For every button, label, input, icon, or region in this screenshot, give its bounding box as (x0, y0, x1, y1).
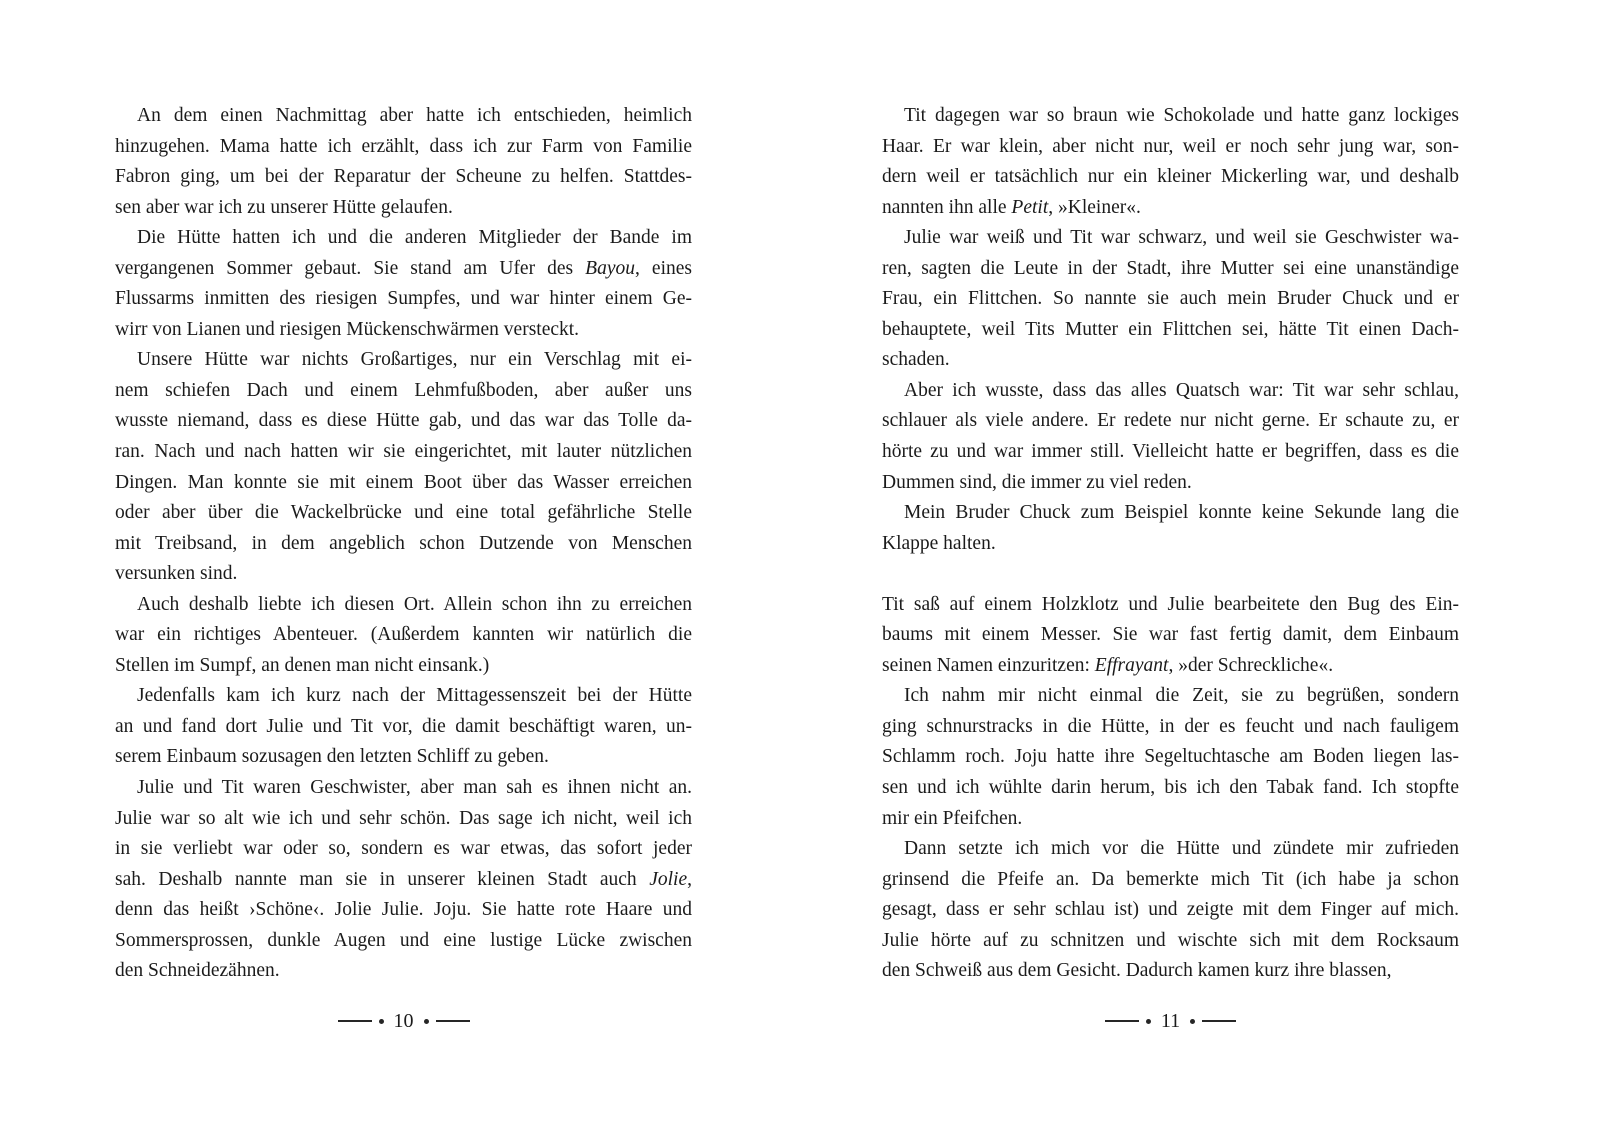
text-line: Dummen sind, die immer zu viel reden. (882, 471, 1192, 493)
text-line: Mein Bruder Chuck zum Beispiel konnte keine Sekunde lang die (904, 502, 1459, 524)
text-line: oder aber über die Wackelbrücke und eine total gefährliche Stelle (115, 502, 692, 524)
text-line: ran. Nach und nach hatten wir sie eingerichtet, mit lauter nützlichen (115, 441, 692, 463)
text-line: Sommersprossen, dunkle Augen und eine lustige Lücke zwischen (115, 929, 692, 951)
paragraph (115, 773, 692, 987)
text-line: vergangenen Sommer gebaut. Sie stand am Ufer des Bayou, eines (115, 257, 692, 279)
page-left (115, 101, 692, 1061)
text-line: nem schiefen Dach und einem Lehmfußboden, aber außer uns (115, 379, 692, 401)
paragraph (882, 101, 1459, 223)
text-line: Julie und Tit waren Geschwister, aber man sah es ihnen nicht an. (137, 777, 692, 799)
footer-dot-right (424, 1019, 429, 1024)
text-line: Julie war weiß und Tit war schwarz, und weil sie Geschwister wa- (904, 227, 1459, 249)
text-line: dern weil er tatsächlich nur ein kleiner Mickerling war, und deshalb (882, 166, 1459, 188)
footer-rule-right (436, 1020, 470, 1022)
footer-dot-right (1190, 1019, 1195, 1024)
paragraph (882, 498, 1459, 559)
text-line: mit Treibsand, in dem angeblich schon Dutzende von Menschen (115, 532, 692, 554)
text-line: Auch deshalb liebte ich diesen Ort. Allein schon ihn zu erreichen (137, 593, 692, 615)
paragraph (115, 345, 692, 589)
text-line: Schlamm roch. Joju hatte ihre Segeltuchtasche am Boden liegen las- (882, 746, 1459, 768)
text-line: Ich nahm mir nicht einmal die Zeit, sie zu begrüßen, sondern (904, 685, 1459, 707)
paragraph (115, 101, 692, 223)
page-number: 10 (393, 1010, 414, 1032)
text-line: baums mit einem Messer. Sie war fast fertig damit, dem Einbaum (882, 624, 1459, 646)
footer-rule-right (1202, 1020, 1236, 1022)
page-right-footer (882, 1008, 1459, 1034)
text-line: An dem einen Nachmittag aber hatte ich entschieden, heimlich (137, 105, 692, 126)
footer-dot-left (379, 1019, 384, 1024)
text-line: Dingen. Man konnte sie mit einem Boot über das Wasser erreichen (115, 471, 692, 493)
text-line: Jedenfalls kam ich kurz nach der Mittagessenszeit bei der Hütte (137, 685, 692, 707)
paragraph (882, 590, 1459, 682)
page-right (882, 101, 1459, 1061)
section-break (882, 559, 1459, 590)
text-line: versunken sind. (115, 563, 238, 585)
text-line: schaden. (882, 349, 950, 371)
text-line: schlauer als viele andere. Er redete nur nicht gerne. Er schaute zu, er (882, 410, 1459, 432)
text-line: seinen Namen einzuritzen: Effrayant, »der Schreckliche«. (882, 654, 1334, 676)
page-left-text (115, 101, 692, 987)
text-line: den Schneidezähnen. (115, 960, 280, 982)
text-line: Unsere Hütte war nichts Großartiges, nur ein Verschlag mit ei- (137, 349, 692, 371)
text-line: Frau, ein Flittchen. So nannte sie auch mein Bruder Chuck und er (882, 288, 1459, 310)
text-line: ren, sagten die Leute in der Stadt, ihre Mutter sei eine unanständige (882, 257, 1459, 279)
text-line: in sie verliebt war oder so, sondern es war etwas, das sofort jeder (115, 838, 692, 860)
text-line: sen aber war ich zu unserer Hütte gelaufen. (115, 196, 453, 218)
footer-dot-left (1146, 1019, 1151, 1024)
text-line: Tit saß auf einem Holzklotz und Julie bearbeitete den Bug des Ein- (882, 593, 1459, 615)
paragraph (115, 681, 692, 773)
footer-rule-left (1105, 1020, 1139, 1022)
text-line: behauptete, weil Tits Mutter ein Flittchen sei, hätte Tit einen Dach- (882, 318, 1459, 340)
text-line: hörte zu und war immer still. Vielleicht hatte er begriffen, dass es die (882, 441, 1459, 463)
paragraph (882, 834, 1459, 987)
text-line: Dann setzte ich mich vor die Hütte und zündete mir zufrieden (904, 838, 1459, 860)
paragraph (882, 376, 1459, 498)
text-line: denn das heißt ›Schöne‹. Jolie Julie. Joju. Sie hatte rote Haare und (115, 899, 692, 921)
text-line: ging schnurstracks in die Hütte, in der es feucht und nach fauligem (882, 715, 1459, 737)
page-right-text (882, 101, 1459, 987)
text-line: Klappe halten. (882, 532, 996, 554)
text-line: Julie war so alt wie ich und sehr schön. Das sage ich nicht, weil ich (115, 807, 692, 829)
text-line: serem Einbaum sozusagen den letzten Schliff zu geben. (115, 746, 549, 768)
text-line: sen und ich wühlte darin herum, bis ich den Tabak fand. Ich stopfte (882, 777, 1459, 799)
paragraph (882, 681, 1459, 834)
text-line: gesagt, dass er sehr schlau ist) und zeigte mit dem Finger auf mich. (882, 899, 1459, 921)
text-line: an und fand dort Julie und Tit vor, die damit beschäftigt waren, un- (115, 715, 692, 737)
text-line: wusste niemand, dass es diese Hütte gab, und das war das Tolle da- (115, 410, 692, 432)
text-line: sah. Deshalb nannte man sie in unserer kleinen Stadt auch Jolie, (115, 868, 692, 890)
text-line: den Schweiß aus dem Gesicht. Dadurch kamen kurz ihre blassen, (882, 960, 1392, 982)
text-line: Tit dagegen war so braun wie Schokolade und hatte ganz lockiges (904, 105, 1459, 126)
page-number: 11 (1160, 1010, 1181, 1032)
paragraph (882, 223, 1459, 376)
text-line: Die Hütte hatten ich und die anderen Mitglieder der Bande im (137, 227, 692, 249)
paragraph (115, 223, 692, 345)
text-line: Fabron ging, um bei der Reparatur der Scheune zu helfen. Stattdes- (115, 166, 692, 188)
text-line: hinzugehen. Mama hatte ich erzählt, dass ich zur Farm von Familie (115, 135, 692, 157)
text-line: war ein richtiges Abenteuer. (Außerdem kannten wir natürlich die (115, 624, 692, 646)
text-line: Haar. Er war klein, aber nicht nur, weil er noch sehr jung war, son- (882, 135, 1459, 157)
paragraph (115, 590, 692, 682)
text-line: wirr von Lianen und riesigen Mückenschwärmen versteckt. (115, 318, 580, 340)
text-line: grinsend die Pfeife an. Da bemerkte mich Tit (ich habe ja schon (882, 868, 1459, 890)
footer-rule-left (338, 1020, 372, 1022)
text-line: Stellen im Sumpf, an denen man nicht einsank.) (115, 654, 490, 676)
text-line: mir ein Pfeifchen. (882, 807, 1023, 829)
text-line: Julie hörte auf zu schnitzen und wischte sich mit dem Rocksaum (882, 929, 1459, 951)
text-line: nannten ihn alle Petit, »Kleiner«. (882, 196, 1141, 218)
text-line: Aber ich wusste, dass das alles Quatsch war: Tit war sehr schlau, (904, 379, 1459, 401)
page-left-footer (115, 1008, 692, 1034)
text-line: Flussarms inmitten des riesigen Sumpfes, und war hinter einem Ge- (115, 288, 692, 310)
